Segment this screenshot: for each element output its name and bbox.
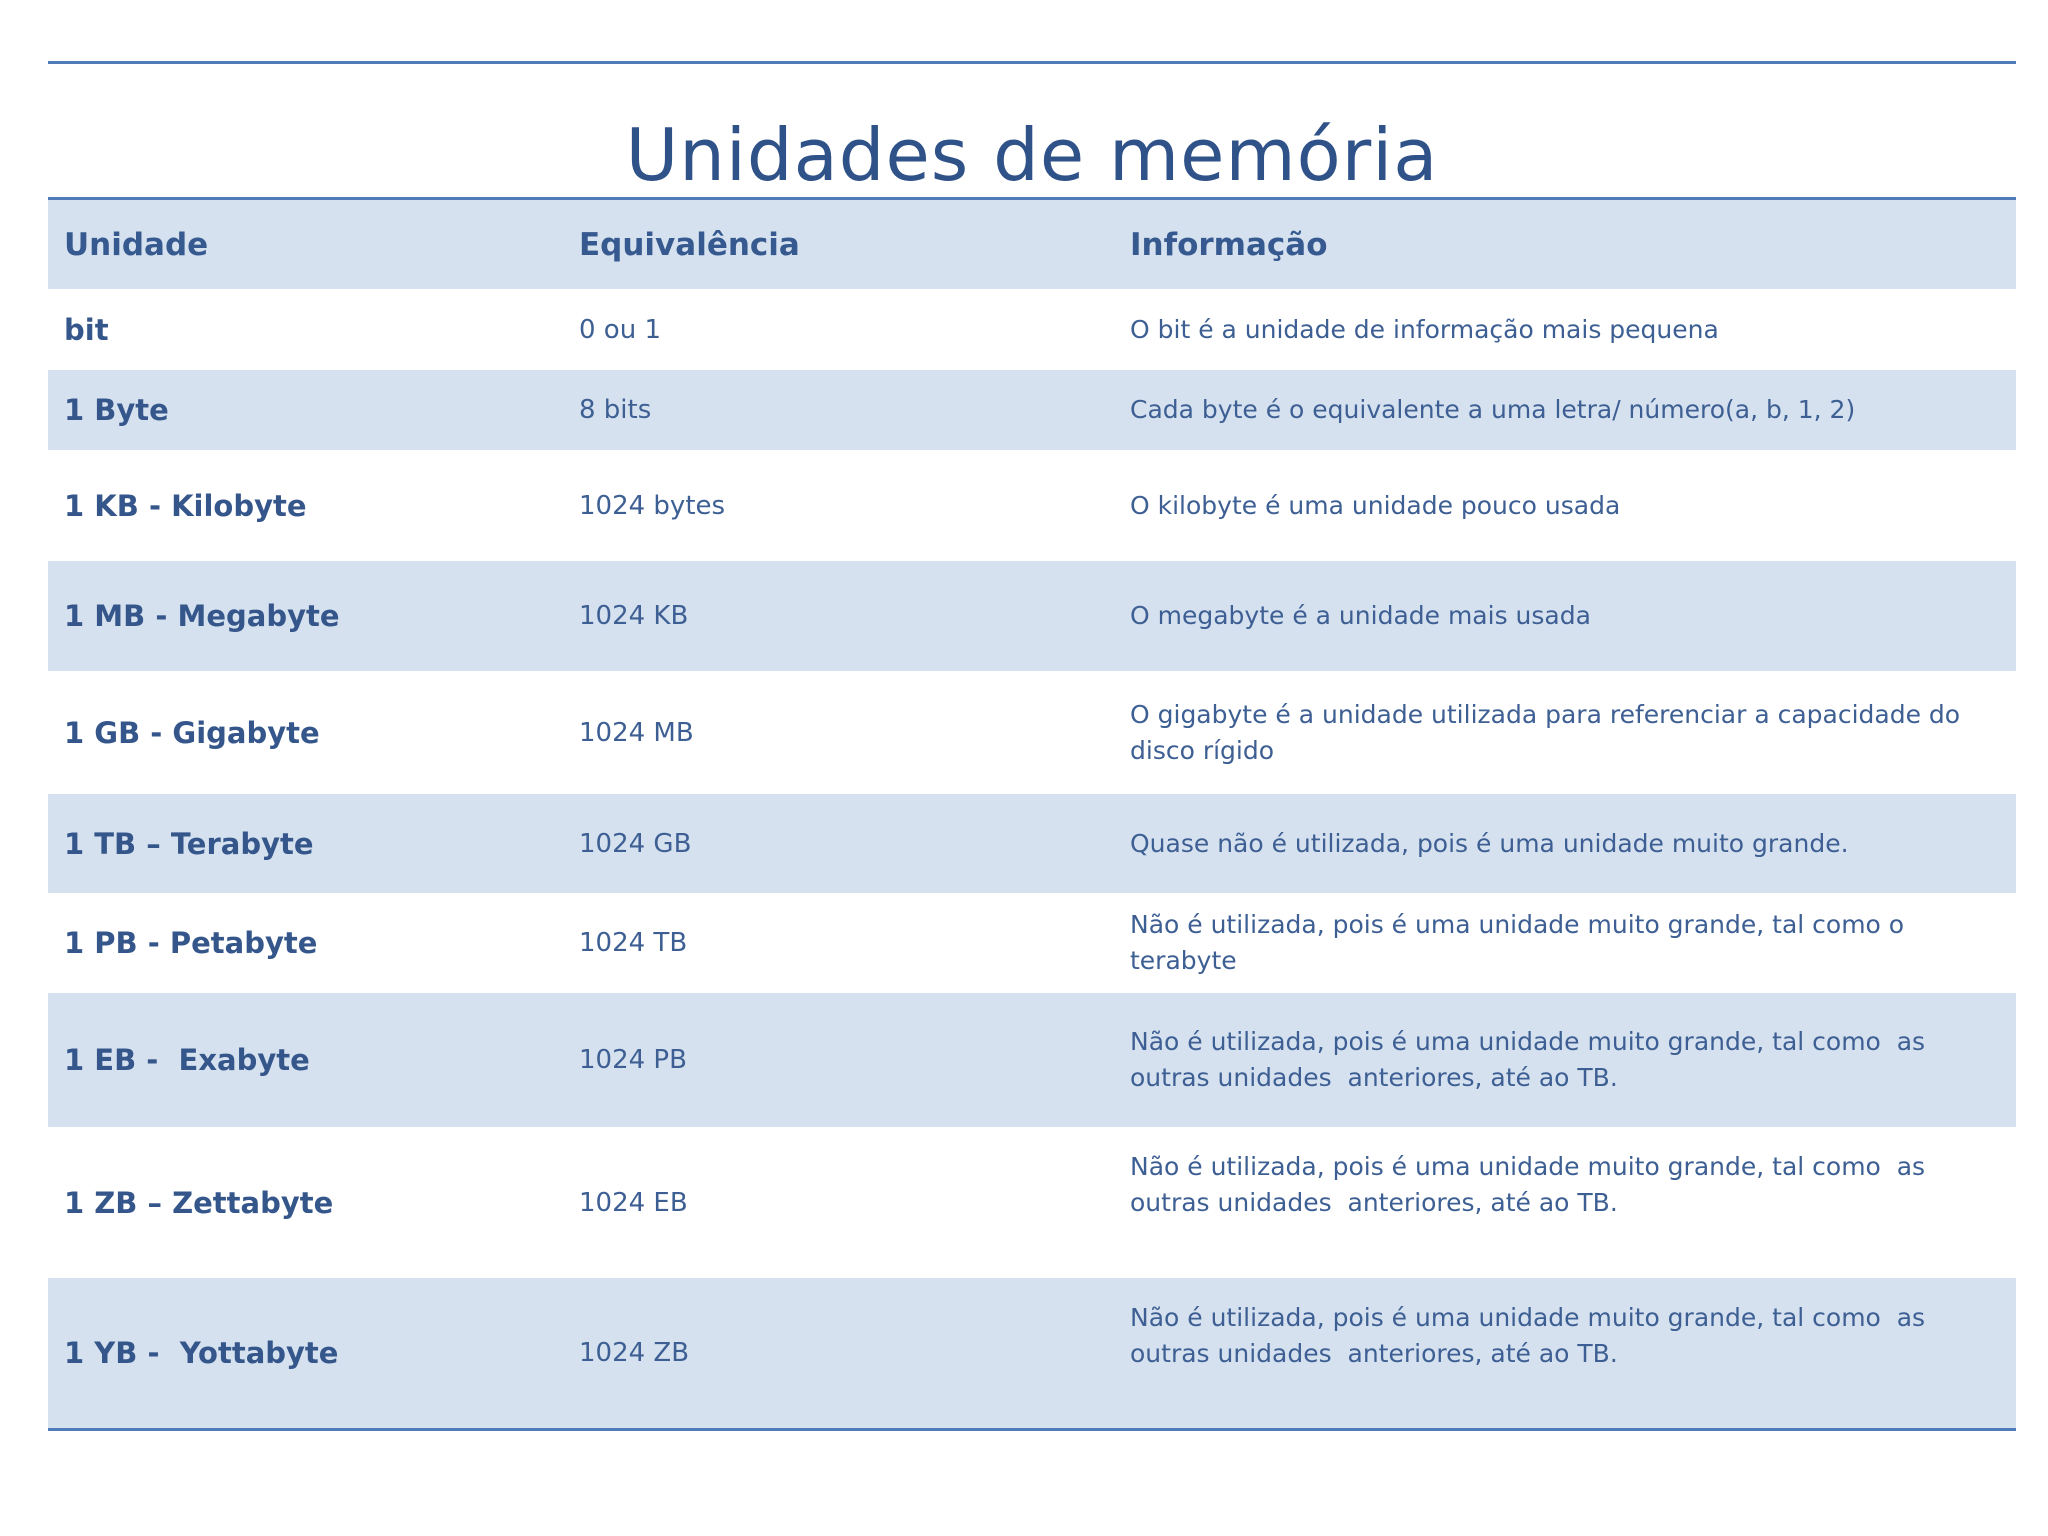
header-equivalence: Equivalência: [579, 226, 800, 263]
table-row: [48, 893, 2016, 993]
equivalence-cell: 1024 TB: [579, 928, 688, 958]
page-title: Unidades de memória: [625, 113, 1439, 197]
information-cell: Cada byte é o equivalente a uma letra/ número(a, b, 1, 2): [1130, 395, 1856, 424]
unit-cell: 1 Byte: [64, 393, 169, 427]
unit-cell: 1 GB - Gigabyte: [64, 715, 320, 750]
unit-cell: bit: [64, 312, 109, 347]
unit-cell: 1 MB - Megabyte: [64, 599, 340, 633]
equivalence-cell: 1024 GB: [579, 828, 692, 859]
information-cell: O megabyte é a unidade mais usada: [1130, 601, 1591, 630]
information-cell: O gigabyte é a unidade utilizada para referenciar a capacidade do disco rígido: [1130, 699, 1969, 765]
information-cell: O kilobyte é uma unidade pouco usada: [1130, 490, 1621, 520]
unit-cell: 1 TB – Terabyte: [64, 826, 314, 861]
information-cell: Quase não é utilizada, pois é uma unidade muito grande.: [1130, 828, 1849, 858]
table-row: [48, 671, 2016, 794]
information-cell: Não é utilizada, pois é uma unidade muito grande, tal como as outras unidades anteriores, até ao TB.: [1130, 1152, 1934, 1217]
table-row: [48, 561, 2016, 671]
information-cell: Não é utilizada, pois é uma unidade muito grande, tal como o terabyte: [1130, 910, 1913, 975]
table-row: [48, 794, 2016, 893]
table-row: [48, 993, 2016, 1127]
unit-cell: 1 PB - Petabyte: [64, 926, 318, 960]
equivalence-cell: 8 bits: [579, 395, 652, 425]
information-cell: O bit é a unidade de informação mais pequena: [1130, 314, 1719, 344]
information-cell: Não é utilizada, pois é uma unidade muito grande, tal como as outras unidades anteriores, até ao TB.: [1130, 1027, 1934, 1092]
table-row: [48, 1127, 2016, 1278]
header-unit: Unidade: [64, 226, 209, 263]
equivalence-cell: 1024 EB: [579, 1187, 688, 1218]
top-rule: [48, 61, 2016, 64]
table-row: [48, 450, 2016, 561]
unit-cell: 1 YB - Yottabyte: [64, 1336, 339, 1370]
table-row: [48, 1278, 2016, 1428]
memory-units-table: [48, 197, 2016, 1431]
equivalence-cell: 1024 MB: [579, 717, 694, 748]
unit-cell: 1 EB - Exabyte: [64, 1043, 310, 1077]
information-cell: Não é utilizada, pois é uma unidade muito grande, tal como as outras unidades anteriores, até ao TB.: [1130, 1303, 1934, 1368]
equivalence-cell: 1024 bytes: [579, 490, 726, 521]
equivalence-cell: 0 ou 1: [579, 314, 661, 345]
equivalence-cell: 1024 KB: [579, 601, 689, 631]
header-information: Informação: [1130, 226, 1328, 263]
unit-cell: 1 KB - Kilobyte: [64, 488, 307, 523]
equivalence-cell: 1024 ZB: [579, 1338, 690, 1368]
equivalence-cell: 1024 PB: [579, 1045, 687, 1075]
table-row: [48, 289, 2016, 370]
table-row: [48, 370, 2016, 450]
table-header-row: [48, 200, 2016, 289]
unit-cell: 1 ZB – Zettabyte: [64, 1185, 334, 1220]
